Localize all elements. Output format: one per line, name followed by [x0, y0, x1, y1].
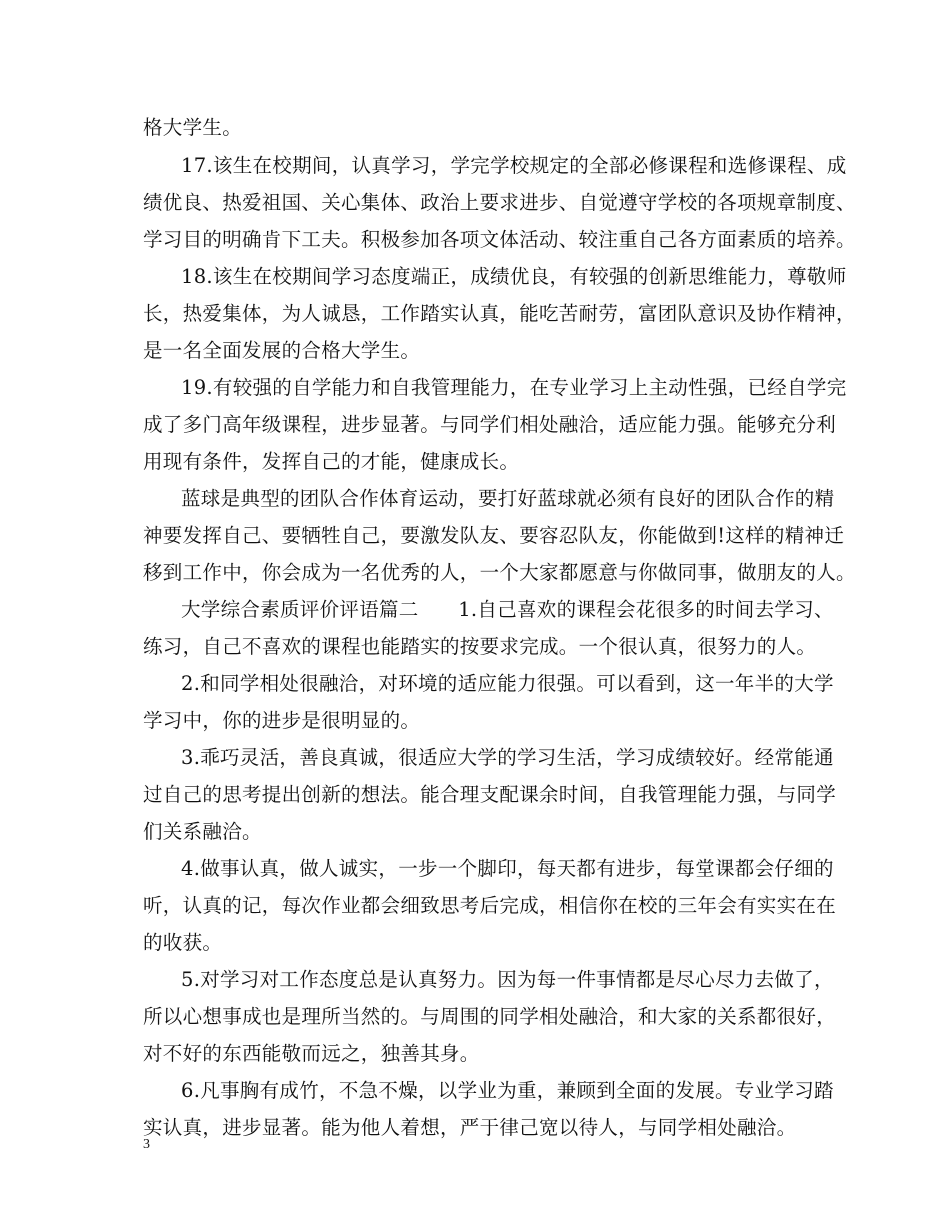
text-line: 用现有条件，发挥自己的才能，健康成长。 — [143, 450, 520, 473]
text-line: 们关系融洽。 — [143, 820, 262, 843]
text-line: 18.该生在校期间学习态度端正，成绩优良，有较强的创新思维能力，尊敬师 — [181, 265, 847, 288]
text-line: 4.做事认真，做人诚实，一步一个脚印，每天都有进步，每堂课都会仔细的 — [181, 857, 834, 880]
text-line: 格大学生。 — [143, 116, 243, 139]
text-line: 是一名全面发展的合格大学生。 — [143, 339, 421, 362]
page-number: 3 — [143, 1137, 150, 1152]
text-line: 大学综合素质评价评语篇二 1.自己喜欢的课程会花很多的时间去学习、 — [181, 598, 834, 621]
text-line: 学习中，你的进步是很明显的。 — [143, 709, 421, 732]
text-line: 长，热爱集体，为人诚恳，工作踏实认真，能吃苦耐劳，富团队意识及协作精神， — [143, 302, 856, 325]
text-line: 6.凡事胸有成竹，不急不燥，以学业为重，兼顾到全面的发展。专业学习踏 — [181, 1079, 834, 1102]
text-line: 19.有较强的自学能力和自我管理能力，在专业学习上主动性强，已经自学完 — [181, 376, 847, 399]
text-line: 3.乖巧灵活，善良真诚，很适应大学的学习生活，学习成绩较好。经常能通 — [181, 746, 834, 769]
text-line: 练习，自己不喜欢的课程也能踏实的按要求完成。一个很认真，很努力的人。 — [143, 635, 817, 658]
text-line: 听，认真的记，每次作业都会细致思考后完成，相信你在校的三年会有实实在在 — [143, 894, 837, 917]
text-line: 神要发挥自己、要牺牲自己，要激发队友、要容忍队友，你能做到!这样的精神迁 — [143, 524, 845, 547]
text-line: 5.对学习对工作态度总是认真努力。因为每一件事情都是尽心尽力去做了， — [181, 968, 834, 991]
text-line: 实认真，进步显著。能为他人着想，严于律己宽以待人，与同学相处融洽。 — [143, 1116, 797, 1139]
text-line: 学习目的明确肯下工夫。积极参加各项文体活动、较注重自己各方面素质的培养。 — [143, 228, 856, 251]
text-line: 过自己的思考提出创新的想法。能合理支配课余时间，自我管理能力强，与同学 — [143, 783, 837, 806]
text-line: 对不好的东西能敬而远之，独善其身。 — [143, 1042, 480, 1065]
text-line: 成了多门高年级课程，进步显著。与同学们相处融洽，适应能力强。能够充分利 — [143, 413, 837, 436]
text-line: 17.该生在校期间，认真学习，学完学校规定的全部必修课程和选修课程、成 — [181, 154, 847, 177]
text-line: 移到工作中，你会成为一名优秀的人，一个大家都愿意与你做同事，做朋友的人。 — [143, 561, 856, 584]
text-line: 的收获。 — [143, 931, 223, 954]
text-line: 所以心想事成也是理所当然的。与周围的同学相处融洽，和大家的关系都很好， — [143, 1005, 837, 1028]
text-line: 2.和同学相处很融洽，对环境的适应能力很强。可以看到，这一年半的大学 — [181, 672, 834, 695]
text-line: 蓝球是典型的团队合作体育运动，要打好蓝球就必须有良好的团队合作的精 — [181, 487, 835, 510]
text-line: 绩优良、热爱祖国、关心集体、政治上要求进步、自觉遵守学校的各项规章制度、 — [143, 191, 856, 214]
